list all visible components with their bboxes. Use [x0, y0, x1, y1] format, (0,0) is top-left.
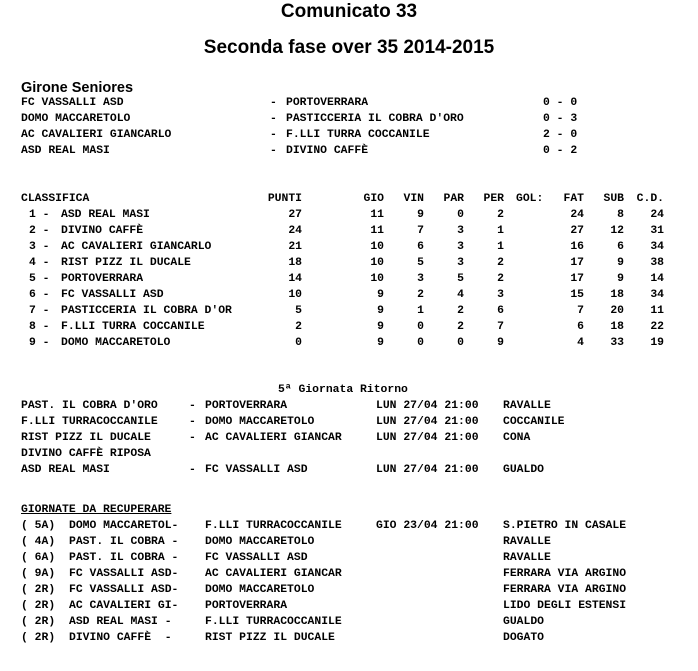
header-sub: SUB	[603, 193, 624, 205]
standings-pos: 9 -	[29, 337, 50, 349]
rest-team: DIVINO CAFFÈ RIPOSA	[21, 448, 151, 460]
recover-venue: LIDO DEGLI ESTENSI	[503, 600, 627, 612]
fixture-venue: CONA	[503, 432, 531, 444]
standings-gio: 9	[377, 305, 384, 317]
recover-venue: GUALDO	[503, 616, 545, 628]
recover-venue: RAVALLE	[503, 536, 551, 548]
recover-away: AC CAVALIERI GIANCAR	[205, 568, 342, 580]
standings-sub: 18	[610, 321, 624, 333]
result-home: DOMO MACCARETOLO	[21, 113, 131, 125]
standings-punti: 14	[288, 273, 302, 285]
standings-team: RIST PIZZ IL DUCALE	[61, 257, 191, 269]
standings-vin: 6	[417, 241, 424, 253]
fixture-row	[0, 399, 551, 415]
recover-round: ( 6A)	[21, 552, 56, 564]
fixture-dash: -	[189, 464, 203, 476]
result-row	[0, 112, 578, 128]
standings-gio: 10	[370, 257, 384, 269]
recover-round: ( 2R)	[21, 600, 56, 612]
standings-team: FC VASSALLI ASD	[61, 289, 164, 301]
recover-round: ( 2R)	[21, 632, 56, 644]
fixture-venue: GUALDO	[503, 464, 545, 476]
standings-vin: 3	[417, 273, 424, 285]
standings-par: 0	[457, 209, 464, 221]
fixture-dash: -	[189, 432, 203, 444]
recover-title: GIORNATE DA RECUPERARE	[21, 504, 172, 516]
standings-par: 3	[457, 241, 464, 253]
header-gio: GIO	[363, 193, 384, 205]
standings-sub: 9	[617, 273, 624, 285]
standings-sub: 33	[610, 337, 624, 349]
standings-team: AC CAVALIERI GIANCARLO	[61, 241, 212, 253]
fixture-home: RIST PIZZ IL DUCALE	[21, 432, 151, 444]
next-round-title: 5ª Giornata Ritorno	[278, 384, 408, 396]
fixture-date: LUN 27/04 21:00	[376, 464, 479, 476]
standings-cd: 19	[650, 337, 664, 349]
fixture-date: LUN 27/04 21:00	[376, 416, 479, 428]
standings-pos: 7 -	[29, 305, 50, 317]
standings-pos: 1 -	[29, 209, 50, 221]
standings-vin: 7	[417, 225, 424, 237]
standings-team: ASD REAL MASI	[61, 209, 150, 221]
standings-gio: 9	[377, 289, 384, 301]
fixture-away: AC CAVALIERI GIANCAR	[205, 432, 342, 444]
standings-punti: 5	[295, 305, 302, 317]
result-dash: -	[270, 113, 284, 125]
standings-team: PASTICCERIA IL COBRA D'OR	[61, 305, 232, 317]
standings-par: 2	[457, 321, 464, 333]
standings-punti: 0	[295, 337, 302, 349]
standings-gio: 10	[370, 273, 384, 285]
recover-date: GIO 23/04 21:00	[376, 520, 479, 532]
recover-home: DIVINO CAFFÈ -	[69, 632, 172, 644]
result-score: 0 - 3	[543, 113, 578, 125]
recover-away: FC VASSALLI ASD	[205, 552, 308, 564]
result-score: 0 - 2	[543, 145, 578, 157]
standings-fat: 7	[577, 305, 584, 317]
fixture-date: LUN 27/04 21:00	[376, 400, 479, 412]
standings-par: 0	[457, 337, 464, 349]
standings-cd: 11	[650, 305, 664, 317]
fixture-home: F.LLI TURRACOCCANILE	[21, 416, 158, 428]
recover-venue: RAVALLE	[503, 552, 551, 564]
recover-venue: FERRARA VIA ARGINO	[503, 568, 627, 580]
recover-round: ( 9A)	[21, 568, 56, 580]
standings-vin: 5	[417, 257, 424, 269]
standings-par: 4	[457, 289, 464, 301]
header-gol: GOL:	[516, 193, 544, 205]
standings-per: 6	[497, 305, 504, 317]
standings-cd: 38	[650, 257, 664, 269]
standings-fat: 15	[570, 289, 584, 301]
standings-par: 2	[457, 305, 464, 317]
fixture-date: LUN 27/04 21:00	[376, 432, 479, 444]
standings-par: 3	[457, 225, 464, 237]
standings-par: 5	[457, 273, 464, 285]
page-title: Comunicato 33	[280, 1, 418, 22]
recover-home: PAST. IL COBRA -	[69, 536, 179, 548]
recover-home: DOMO MACCARETOL-	[69, 520, 179, 532]
fixture-row	[0, 431, 531, 447]
standings-cd: 34	[650, 241, 664, 253]
standings-pos: 8 -	[29, 321, 50, 333]
result-score: 2 - 0	[543, 129, 578, 141]
standings-team: F.LLI TURRA COCCANILE	[61, 321, 205, 333]
recover-away: RIST PIZZ IL DUCALE	[205, 632, 335, 644]
result-row	[0, 144, 578, 160]
recover-away: F.LLI TURRACOCCANILE	[205, 520, 342, 532]
result-dash: -	[270, 145, 284, 157]
header-vin: VIN	[403, 193, 424, 205]
standings-per: 2	[497, 209, 504, 221]
recover-home: FC VASSALLI ASD-	[69, 584, 179, 596]
page-subtitle: Seconda fase over 35 2014-2015	[203, 37, 495, 58]
standings-par: 3	[457, 257, 464, 269]
standings-per: 2	[497, 273, 504, 285]
result-away: PORTOVERRARA	[286, 97, 369, 109]
standings-gio: 11	[370, 225, 384, 237]
fixture-row	[0, 415, 565, 431]
standings-sub: 6	[617, 241, 624, 253]
standings-punti: 2	[295, 321, 302, 333]
fixture-away: FC VASSALLI ASD	[205, 464, 308, 476]
standings-sub: 18	[610, 289, 624, 301]
standings-gio: 9	[377, 337, 384, 349]
header-per: PER	[483, 193, 504, 205]
standings-sub: 20	[610, 305, 624, 317]
standings-per: 9	[497, 337, 504, 349]
result-home: AC CAVALIERI GIANCARLO	[21, 129, 172, 141]
header-fat: FAT	[563, 193, 584, 205]
fixture-row	[0, 463, 545, 479]
header-par: PAR	[443, 193, 464, 205]
standings-vin: 2	[417, 289, 424, 301]
standings-per: 7	[497, 321, 504, 333]
standings-pos: 4 -	[29, 257, 50, 269]
standings-gio: 10	[370, 241, 384, 253]
recover-away: PORTOVERRARA	[205, 600, 288, 612]
standings-vin: 9	[417, 209, 424, 221]
result-away: F.LLI TURRA COCCANILE	[286, 129, 430, 141]
recover-away: DOMO MACCARETOLO	[205, 536, 315, 548]
standings-fat: 4	[577, 337, 584, 349]
standings-vin: 1	[417, 305, 424, 317]
standings-pos: 3 -	[29, 241, 50, 253]
standings-pos: 5 -	[29, 273, 50, 285]
group-title: Girone Seniores	[21, 80, 134, 96]
standings-sub: 12	[610, 225, 624, 237]
recover-away: F.LLI TURRACOCCANILE	[205, 616, 342, 628]
result-away: PASTICCERIA IL COBRA D'ORO	[286, 113, 464, 125]
fixture-venue: RAVALLE	[503, 400, 551, 412]
standings-header	[0, 192, 664, 208]
standings-cd: 22	[650, 321, 664, 333]
header-cd: C.D.	[636, 193, 664, 205]
standings-fat: 16	[570, 241, 584, 253]
result-row	[0, 128, 578, 144]
fixture-away: DOMO MACCARETOLO	[205, 416, 315, 428]
fixture-dash: -	[189, 416, 203, 428]
result-score: 0 - 0	[543, 97, 578, 109]
standings-fat: 27	[570, 225, 584, 237]
standings-punti: 21	[288, 241, 302, 253]
result-home: ASD REAL MASI	[21, 145, 110, 157]
recover-round: ( 2R)	[21, 616, 56, 628]
standings-team: PORTOVERRARA	[61, 273, 144, 285]
standings-team: DIVINO CAFFÈ	[61, 225, 144, 237]
header-classifica: CLASSIFICA	[21, 193, 90, 205]
standings-punti: 27	[288, 209, 302, 221]
result-away: DIVINO CAFFÈ	[286, 145, 369, 157]
fixture-venue: COCCANILE	[503, 416, 565, 428]
standings-gio: 9	[377, 321, 384, 333]
result-dash: -	[270, 97, 284, 109]
standings-per: 2	[497, 257, 504, 269]
recover-venue: FERRARA VIA ARGINO	[503, 584, 627, 596]
recover-venue: S.PIETRO IN CASALE	[503, 520, 627, 532]
standings-punti: 10	[288, 289, 302, 301]
standings-gio: 11	[370, 209, 384, 221]
recover-away: DOMO MACCARETOLO	[205, 584, 315, 596]
standings-fat: 17	[570, 273, 584, 285]
fixture-dash: -	[189, 400, 203, 412]
standings-punti: 18	[288, 257, 302, 269]
standings-fat: 6	[577, 321, 584, 333]
fixture-home: PAST. IL COBRA D'ORO	[21, 400, 158, 412]
result-dash: -	[270, 129, 284, 141]
standings-pos: 2 -	[29, 225, 50, 237]
recover-venue: DOGATO	[503, 632, 545, 644]
recover-home: FC VASSALLI ASD-	[69, 568, 179, 580]
standings-per: 1	[497, 225, 504, 237]
standings-fat: 17	[570, 257, 584, 269]
standings-punti: 24	[288, 225, 302, 237]
recover-round: ( 4A)	[21, 536, 56, 548]
standings-per: 3	[497, 289, 504, 301]
fixture-home: ASD REAL MASI	[21, 464, 110, 476]
recover-home: PAST. IL COBRA -	[69, 552, 179, 564]
standings-team: DOMO MACCARETOLO	[61, 337, 171, 349]
standings-fat: 24	[570, 209, 584, 221]
standings-cd: 31	[650, 225, 664, 237]
standings-sub: 8	[617, 209, 624, 221]
standings-cd: 24	[650, 209, 664, 221]
recover-round: ( 5A)	[21, 520, 56, 532]
result-row	[0, 96, 578, 112]
header-punti: PUNTI	[267, 193, 302, 205]
standings-cd: 34	[650, 289, 664, 301]
fixture-away: PORTOVERRARA	[205, 400, 288, 412]
recover-round: ( 2R)	[21, 584, 56, 596]
recover-home: ASD REAL MASI -	[69, 616, 172, 628]
recover-home: AC CAVALIERI GI-	[69, 600, 179, 612]
standings-pos: 6 -	[29, 289, 50, 301]
standings-per: 1	[497, 241, 504, 253]
standings-vin: 0	[417, 337, 424, 349]
standings-vin: 0	[417, 321, 424, 333]
standings-sub: 9	[617, 257, 624, 269]
result-home: FC VASSALLI ASD	[21, 97, 124, 109]
standings-cd: 14	[650, 273, 664, 285]
